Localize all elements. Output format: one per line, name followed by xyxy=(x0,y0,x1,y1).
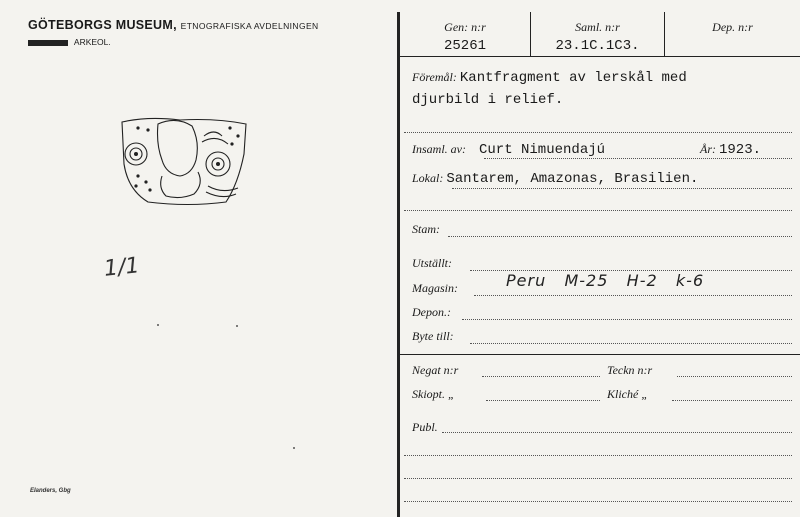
dep-number-label: Dep. n:r xyxy=(712,20,753,34)
skiopt-label: Skiopt. „ xyxy=(412,387,455,401)
field-foremal xyxy=(412,70,687,86)
field-foremal-cont xyxy=(412,92,563,108)
insaml-label: Insaml. av: xyxy=(412,142,466,156)
publ-label: Publ. xyxy=(412,420,438,434)
museum-section-label: ARKEOL. xyxy=(73,37,111,47)
field-utstallt xyxy=(412,256,452,271)
dotted-line xyxy=(404,478,792,479)
lokal-label: Lokal: xyxy=(412,171,444,185)
field-publ xyxy=(412,420,438,435)
card-left-panel xyxy=(0,0,398,517)
dotted-line xyxy=(482,376,600,377)
gen-number-box xyxy=(400,12,531,56)
printer-mark: Elanders, Gbg xyxy=(30,488,71,494)
ar-label: År: xyxy=(700,142,716,156)
dotted-line xyxy=(470,343,792,344)
dep-number-box xyxy=(665,12,800,56)
dotted-line xyxy=(484,158,792,159)
field-magasin xyxy=(412,281,458,296)
stam-label: Stam: xyxy=(412,222,440,236)
magasin-value: Peru M-25 H-2 k-6 xyxy=(506,271,705,290)
field-kliche xyxy=(607,387,648,402)
dotted-line xyxy=(448,236,792,237)
artifact-sketch xyxy=(118,114,250,209)
museum-section xyxy=(28,37,111,47)
negat-label: Negat n:r xyxy=(412,363,459,377)
kliche-label: Kliché „ xyxy=(607,387,648,401)
field-depon xyxy=(412,305,451,320)
saml-number-box xyxy=(531,12,665,56)
museum-heading xyxy=(28,18,319,32)
field-insaml xyxy=(412,142,605,158)
header-rule xyxy=(400,56,800,57)
ar-value: 1923. xyxy=(719,142,762,158)
dotted-line xyxy=(672,400,792,401)
field-skiopt xyxy=(412,387,455,402)
insaml-value: Curt Nimuendajú xyxy=(479,142,606,158)
paper-speck xyxy=(293,447,295,449)
gen-number-label: Gen: n:r xyxy=(444,20,486,34)
scale-note: 1/1 xyxy=(102,253,141,282)
dotted-line xyxy=(404,210,792,211)
field-lokal xyxy=(412,171,698,187)
paper-speck xyxy=(157,324,159,326)
dotted-line xyxy=(404,132,792,133)
foremal-label: Föremål: xyxy=(412,70,457,84)
dotted-line xyxy=(486,400,600,401)
dotted-line xyxy=(677,376,792,377)
foremal-value-line2: djurbild i relief. xyxy=(412,92,564,108)
dotted-line xyxy=(442,432,792,433)
card-divider xyxy=(397,12,400,517)
dotted-line xyxy=(474,295,792,296)
foremal-value-line1: Kantfragment av lerskål med xyxy=(459,70,687,86)
utstallt-label: Utställt: xyxy=(412,256,453,270)
section-rule xyxy=(400,354,800,355)
field-negat xyxy=(412,363,458,378)
dotted-line xyxy=(452,188,792,189)
struck-out-text xyxy=(28,40,68,46)
teckn-label: Teckn n:r xyxy=(607,363,653,377)
gen-number-value: 25261 xyxy=(443,38,486,54)
museum-name: GÖTEBORGS MUSEUM, xyxy=(28,18,177,32)
museum-department: ETNOGRAFISKA AVDELNINGEN xyxy=(180,21,319,31)
dotted-line xyxy=(462,319,792,320)
lokal-value: Santarem, Amazonas, Brasilien. xyxy=(446,171,699,187)
magasin-label: Magasin: xyxy=(412,281,458,295)
byte-label: Byte till: xyxy=(412,329,454,343)
depon-label: Depon.: xyxy=(412,305,451,319)
field-ar xyxy=(700,142,761,158)
saml-number-label: Saml. n:r xyxy=(575,20,620,34)
field-byte xyxy=(412,329,454,344)
dotted-line xyxy=(404,501,792,502)
saml-number-value: 23.1C.1C3. xyxy=(555,38,640,54)
field-teckn xyxy=(607,363,652,378)
field-stam xyxy=(412,222,440,237)
paper-speck xyxy=(236,325,238,327)
dotted-line xyxy=(404,455,792,456)
